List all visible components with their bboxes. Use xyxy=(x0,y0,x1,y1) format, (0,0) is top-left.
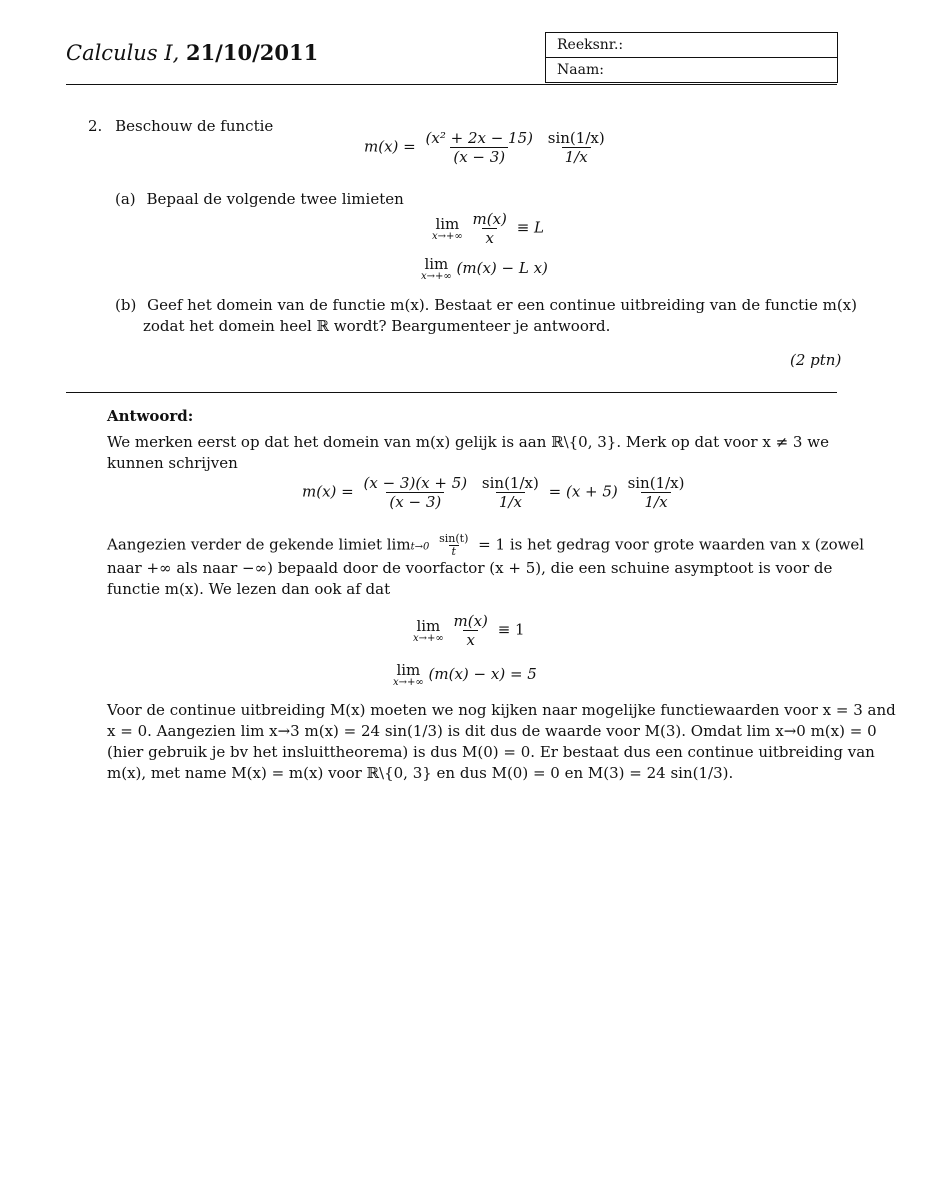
result-limit-two: lim x→+∞ (m(x) − x) = 5 xyxy=(393,661,537,688)
header-rule xyxy=(66,84,837,85)
part-a: (a) Bepaal de volgende twee limieten xyxy=(115,190,404,208)
document-title xyxy=(66,40,318,65)
question-intro: 2. Beschouw de functie xyxy=(88,117,274,135)
limit-one: lim x→+∞ $\frac{m(x)}{x}$ ≡ L xyxy=(432,210,544,247)
answer-paragraph-2: Aangezien verder de gekende limiet limt→0 $\frac{\sin(t)}{t}$ = 1 is het gedrag voor grote waarden van x (zowel naar +∞ als naar −∞) bepaald door de voorfactor (x + 5), die een schuine asymptoot is voor de functie m(x). We lezen dan ook af dat xyxy=(107,532,865,598)
section-rule xyxy=(66,392,837,393)
student-info-box xyxy=(545,32,838,83)
limit-two: lim x→+∞ (m(x) − L x) xyxy=(421,255,548,282)
name-field[interactable]: Naam: xyxy=(546,57,837,82)
part-b: (b) Geef het domein van de functie m(x). Bestaat er een continue uitbreiding van de functie m(x) zodat het domein heel ℝ wordt? Beargumenteer je antwoord. xyxy=(115,296,857,335)
answer-paragraph-3: Voor de continue uitbreiding M(x) moeten we nog kijken naar mogelijke functiewaarden voor x = 3 and x = 0. Aangezien lim x→3 m(x) = 24 sin(1/3) is dit dus de waarde voor M(3). Omdat lim x→0 m(x) = 0 (hier gebruik je bv het insluittheorema) is dus M(0) = 0. Er bestaat dus een continue uitbreiding van m(x), met name M(x) = m(x) voor ℝ\{0, 3} en dus M(0) = 0 en M(3) = 24 sin(1/3). xyxy=(107,701,896,782)
result-limit-one: lim x→+∞ $\frac{m(x)}{x}$ ≡ 1 xyxy=(413,612,525,649)
points-label: (2 ptn) xyxy=(790,351,842,369)
exam-date: 21/10/2011 xyxy=(185,40,319,65)
question-number: 2. xyxy=(88,117,103,135)
answer-paragraph-1: We merken eerst op dat het domein van m(x) gelijk is aan ℝ\{0, 3}. Merk op dat voor x ≠ 3 we kunnen schrijven xyxy=(107,433,829,472)
rewritten-function: m(x) = $\frac{(x - 3)(x + 5)}{(x - 3)}$ $\frac{\sin(1/x)}{1/x}$ = (x + 5) $\frac{\sin(1/x)}{1/x}$ xyxy=(302,474,685,511)
answer-heading: Antwoord: xyxy=(107,407,194,425)
series-number-field[interactable]: Reeksnr.: xyxy=(557,37,624,53)
definition-fraction: $\frac{\text{(x² + 2x − 15)}}{(x - 3)}$ xyxy=(425,129,533,166)
definition-sin-fraction: $\frac{\sin(1/x)}{1/x}$ xyxy=(547,129,605,166)
course-name: Calculus I, xyxy=(66,41,180,65)
function-definition: m(x) = $\frac{\text{(x² + 2x − 15)}}{(x - 3)}$ $\frac{\sin(1/x)}{1/x}$ xyxy=(364,129,610,166)
